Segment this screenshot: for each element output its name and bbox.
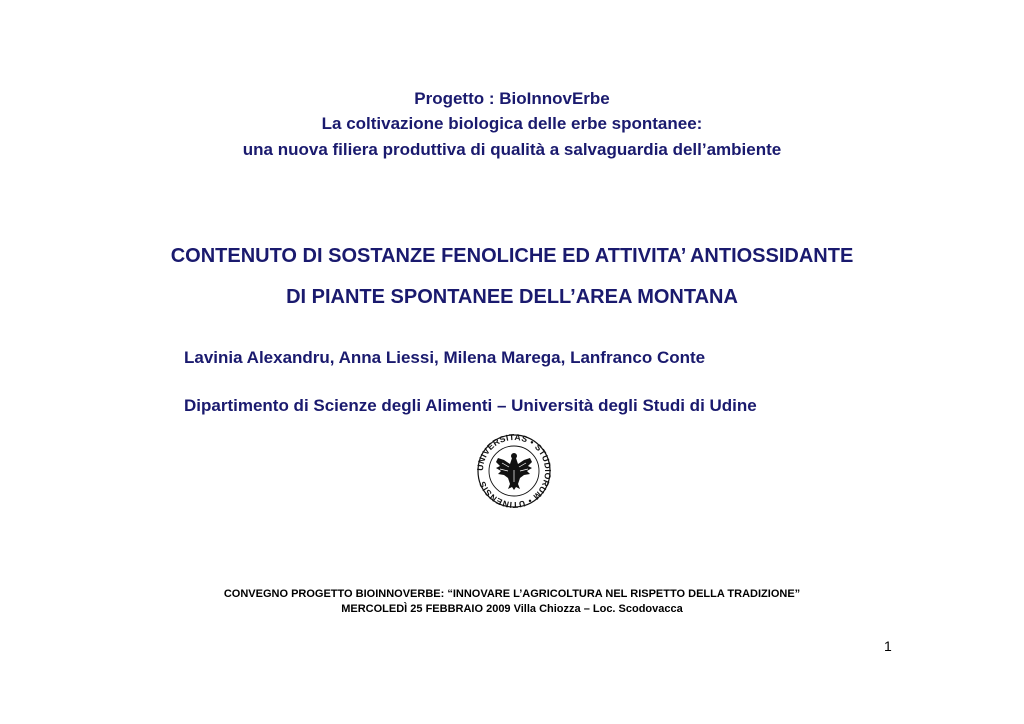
- project-name: Progetto : BioInnovErbe: [414, 89, 610, 108]
- footer-event-title: CONVEGNO PROGETTO BIOINNOVERBE: “INNOVARE L’AGRICOLTURA NEL RISPETTO DELLA TRADIZIONE”: [223, 588, 801, 600]
- university-seal-icon: [474, 434, 554, 508]
- project-subtitle: La coltivazione biologica delle erbe spontanee:: [321, 114, 703, 133]
- project-description: una nuova filiera produttiva di qualità a salvaguardia dell’ambiente: [242, 140, 782, 159]
- main-title-line-1: CONTENUTO DI SOSTANZE FENOLICHE ED ATTIVITA’ ANTIOSSIDANTE: [170, 245, 854, 267]
- page-number: 1: [884, 638, 892, 654]
- main-title-line-2: DI PIANTE SPONTANEE DELL’AREA MONTANA: [286, 286, 738, 308]
- authors: Lavinia Alexandru, Anna Liessi, Milena Marega, Lanfranco Conte: [184, 348, 706, 367]
- footer-event-date-location: MERCOLEDÌ 25 FEBBRAIO 2009 Villa Chiozza – Loc. Scodovacca: [341, 603, 683, 615]
- seal-text: UNIVERSITAS • STUDIORUM • UTINENSIS: [474, 434, 554, 508]
- department: Dipartimento di Scienze degli Alimenti – Università degli Studi di Udine: [184, 396, 757, 415]
